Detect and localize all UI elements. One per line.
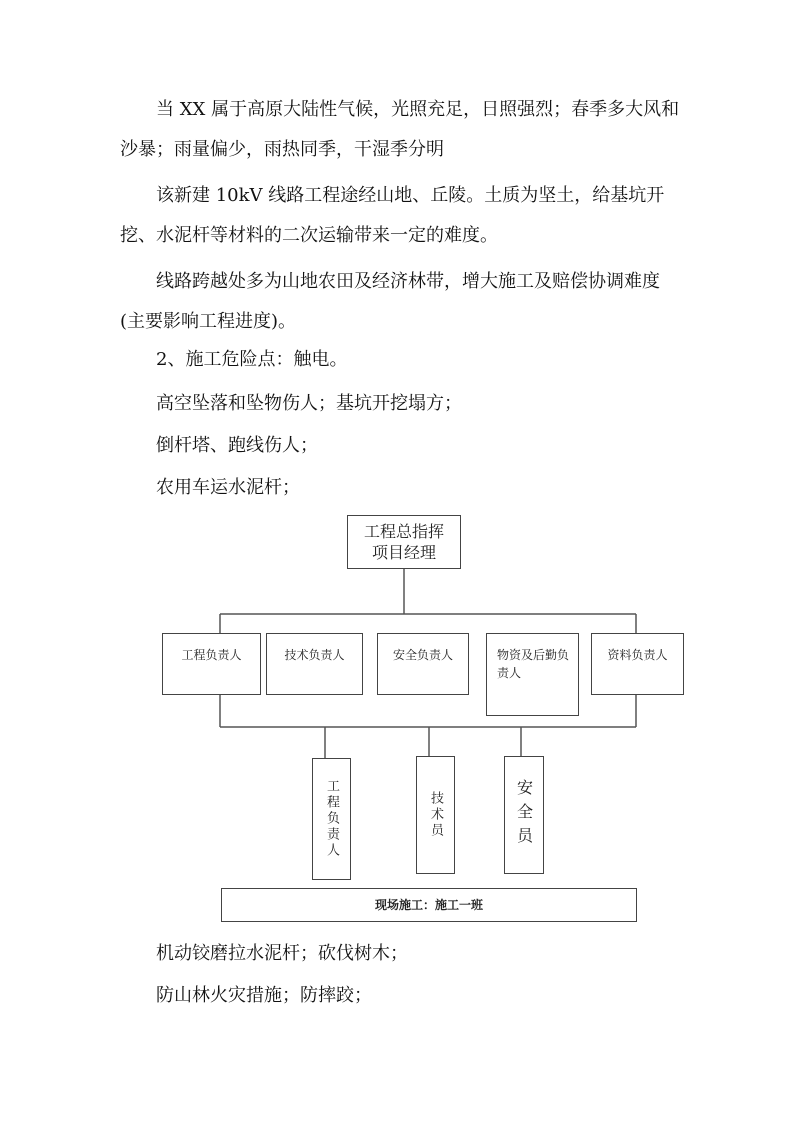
paragraph-hazard-tower: 倒杆塔、跑线伤人； (156, 435, 318, 456)
org-box-engineering-lead (162, 633, 261, 695)
commander-title: 工程总指挥 (363, 522, 444, 541)
logistics-lead-label: 物资及后勤负责人 (497, 648, 570, 680)
technical-lead-label: 技术负责人 (284, 648, 345, 662)
org-box-safety-officer (504, 756, 544, 874)
commander-subtitle: 项目经理 (371, 543, 436, 562)
org-box-technician (416, 756, 455, 874)
paragraph-hazard-transport: 农用车运水泥杆； (156, 477, 300, 498)
paragraph-crossing: 线路跨越处多为山地农田及经济林带，增大施工及赔偿协调难度(主要影响工程进度)。 (120, 271, 660, 332)
safety-officer-label: 安全员 (514, 779, 534, 851)
paragraph-climate: 当 XX 属于高原大陆性气候，光照充足，日照强烈；春季多大风和沙暴；雨量偏少，雨热同季，干湿季分明 (120, 99, 680, 160)
paragraph-hazard-heading: 2、施工危险点：触电。 (156, 349, 348, 370)
paragraph-winch: 机动铰磨拉水泥杆；砍伐树木； (156, 943, 408, 964)
org-box-site-engineering-lead (312, 758, 351, 880)
org-box-records-lead (591, 633, 684, 695)
safety-lead-label: 安全负责人 (392, 648, 453, 662)
paragraph-hazard-falling: 高空坠落和坠物伤人；基坑开挖塌方； (156, 393, 462, 414)
paragraph-terrain: 该新建 10kV 线路工程途经山地、丘陵。土质为坚土，给基坑开挖、水泥杆等材料的二次运输带来一定的难度。 (120, 185, 665, 246)
paragraph-fire-prevention: 防山林火灾措施；防摔跤； (156, 985, 372, 1006)
org-box-site-construction (221, 888, 637, 922)
org-box-technical-lead (266, 633, 363, 695)
org-box-logistics-lead (486, 633, 579, 716)
records-lead-label: 资料负责人 (607, 648, 668, 662)
technician-label: 技术员 (428, 791, 443, 839)
engineering-lead-label: 工程负责人 (181, 648, 242, 662)
org-box-safety-lead (377, 633, 469, 695)
site-engineering-lead-label: 工程负责人 (324, 779, 339, 859)
site-construction-label: 现场施工：施工一班 (374, 898, 483, 912)
org-box-commander (347, 515, 461, 569)
